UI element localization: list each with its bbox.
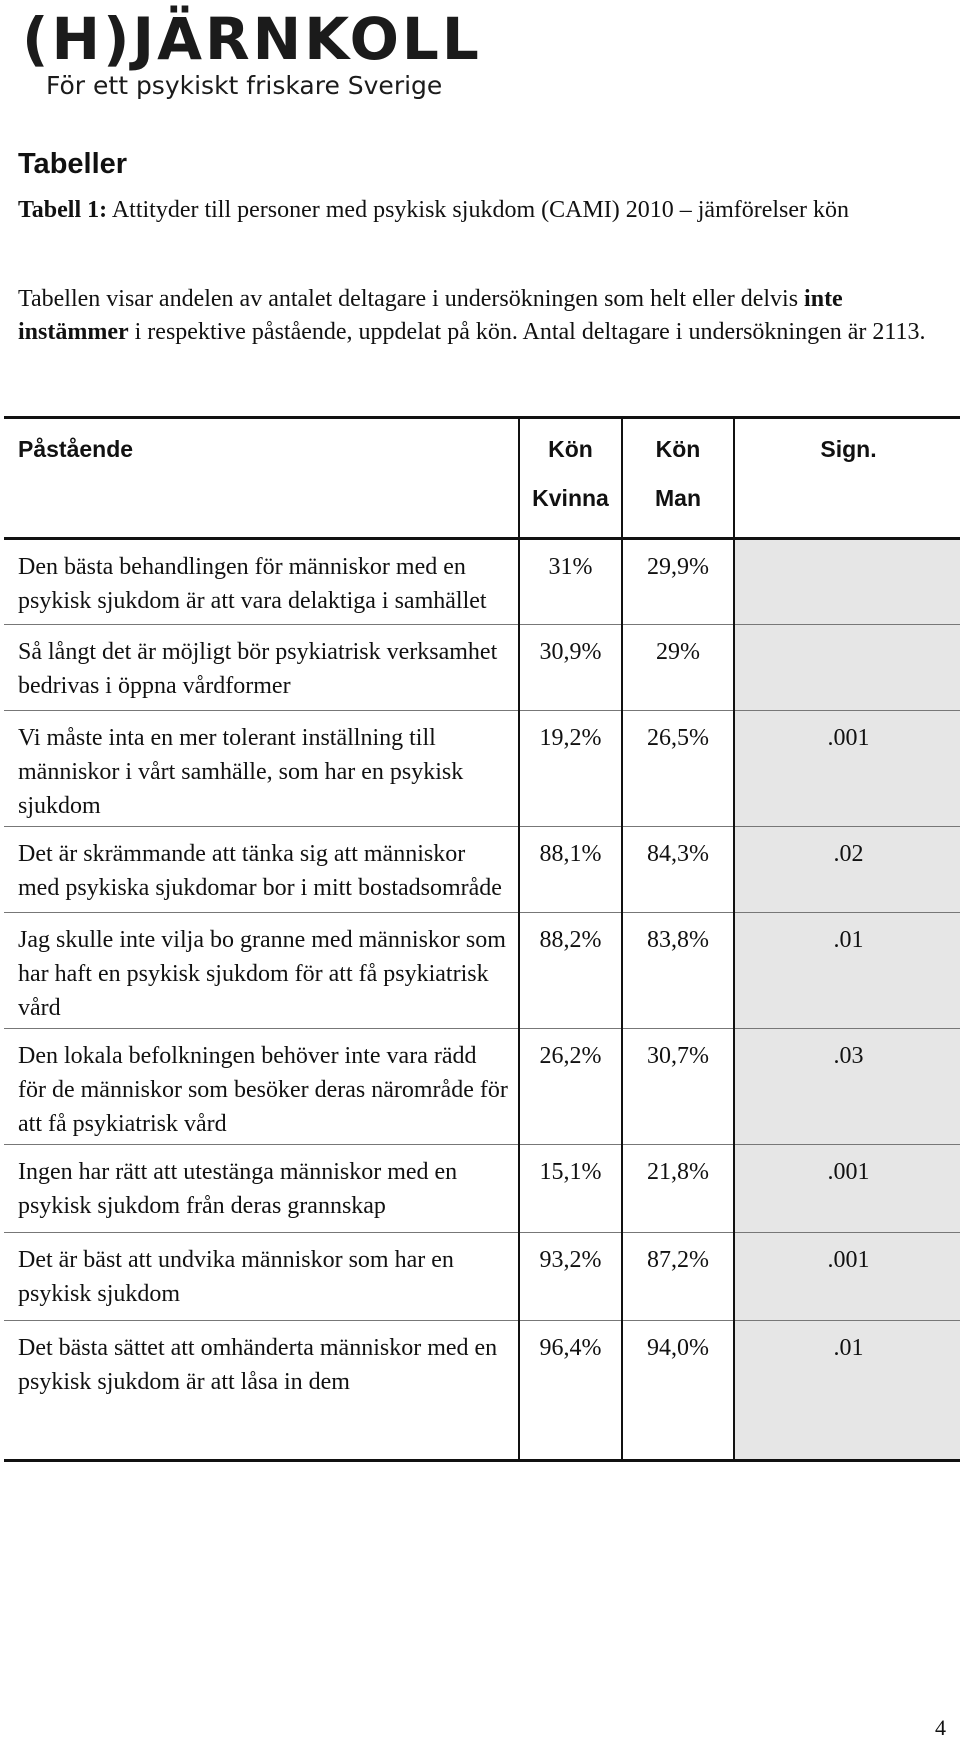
table-row bbox=[4, 1029, 960, 1145]
men-value-cell: 29% bbox=[622, 625, 734, 711]
table-row bbox=[4, 711, 960, 827]
sign-value-cell: .001 bbox=[734, 711, 960, 827]
sign-value-cell: .02 bbox=[734, 827, 960, 913]
men-value-cell: 87,2% bbox=[622, 1233, 734, 1321]
table-row bbox=[4, 913, 960, 1029]
statement-cell: Det är bäst att undvika människor som har en psykisk sjukdom bbox=[4, 1233, 519, 1321]
women-value-cell: 19,2% bbox=[519, 711, 622, 827]
table-row bbox=[4, 1233, 960, 1321]
logo-wordmark: (H)JÄRNKOLL bbox=[22, 5, 482, 73]
table-row bbox=[4, 1321, 960, 1461]
men-value-cell: 30,7% bbox=[622, 1029, 734, 1145]
sign-value-cell bbox=[734, 539, 960, 625]
header-sign: Sign. bbox=[734, 418, 960, 480]
statement-cell: Så långt det är möjligt bör psykiatrisk verksamhet bedrivas i öppna vårdformer bbox=[4, 625, 519, 711]
men-value-cell: 94,0% bbox=[622, 1321, 734, 1461]
statement-cell: Den bästa behandlingen för människor med en psykisk sjukdom är att vara delaktiga i samhället bbox=[4, 539, 519, 625]
statement-cell: Vi måste inta en mer tolerant inställning till människor i vårt samhälle, som har en psykisk sjukdom bbox=[4, 711, 519, 827]
statement-cell: Det bästa sättet att omhänderta människor med en psykisk sjukdom är att låsa in dem bbox=[4, 1321, 519, 1461]
men-value-cell: 26,5% bbox=[622, 711, 734, 827]
sign-value-cell: .01 bbox=[734, 913, 960, 1029]
table-row bbox=[4, 827, 960, 913]
table-row bbox=[4, 539, 960, 625]
women-value-cell: 26,2% bbox=[519, 1029, 622, 1145]
women-value-cell: 15,1% bbox=[519, 1145, 622, 1233]
women-value-cell: 31% bbox=[519, 539, 622, 625]
statement-cell: Jag skulle inte vilja bo granne med människor som har haft en psykisk sjukdom för att få psykiatrisk vård bbox=[4, 913, 519, 1029]
sign-value-cell bbox=[734, 625, 960, 711]
sign-value-cell: .001 bbox=[734, 1233, 960, 1321]
section-heading: Tabeller bbox=[18, 148, 128, 180]
table-row bbox=[4, 625, 960, 711]
table-header-row bbox=[4, 418, 960, 480]
men-value-cell: 29,9% bbox=[622, 539, 734, 625]
intro-part-1: Tabellen visar andelen av antalet deltagare i undersökningen som helt eller delvis bbox=[18, 286, 805, 312]
men-value-cell: 84,3% bbox=[622, 827, 734, 913]
table-caption-text: Attityder till personer med psykisk sjukdom (CAMI) 2010 – jämförelser kön bbox=[107, 197, 850, 223]
sign-value-cell: .01 bbox=[734, 1321, 960, 1461]
sign-value-cell: .001 bbox=[734, 1145, 960, 1233]
logo bbox=[22, 6, 542, 100]
sign-value-cell: .03 bbox=[734, 1029, 960, 1145]
women-value-cell: 96,4% bbox=[519, 1321, 622, 1461]
subheader-women: Kvinna bbox=[519, 479, 622, 539]
subheader-empty bbox=[4, 479, 519, 539]
statement-cell: Ingen har rätt att utestänga människor med en psykisk sjukdom från deras grannskap bbox=[4, 1145, 519, 1233]
logo-tagline: För ett psykiskt friskare Sverige bbox=[46, 71, 443, 100]
header-gender-women: Kön bbox=[519, 418, 622, 480]
men-value-cell: 83,8% bbox=[622, 913, 734, 1029]
subheader-men: Man bbox=[622, 479, 734, 539]
intro-part-2: i respektive påstående, uppdelat på kön. Antal deltagare i undersökningen är 2113. bbox=[128, 319, 926, 345]
results-table bbox=[4, 416, 960, 1462]
women-value-cell: 30,9% bbox=[519, 625, 622, 711]
table-row bbox=[4, 1145, 960, 1233]
header-statement: Påstående bbox=[4, 418, 519, 480]
table-caption bbox=[18, 193, 938, 227]
intro-paragraph bbox=[18, 283, 938, 349]
page-number: 4 bbox=[935, 1715, 946, 1740]
women-value-cell: 93,2% bbox=[519, 1233, 622, 1321]
header-gender-men: Kön bbox=[622, 418, 734, 480]
men-value-cell: 21,8% bbox=[622, 1145, 734, 1233]
subheader-sign-empty bbox=[734, 479, 960, 539]
table-body bbox=[4, 539, 960, 1461]
intro-bold: inte instämmer bbox=[18, 286, 843, 345]
table-subheader-row bbox=[4, 479, 960, 539]
statement-cell: Det är skrämmande att tänka sig att människor med psykiska sjukdomar bor i mitt bostadsområde bbox=[4, 827, 519, 913]
women-value-cell: 88,1% bbox=[519, 827, 622, 913]
women-value-cell: 88,2% bbox=[519, 913, 622, 1029]
statement-cell: Den lokala befolkningen behöver inte vara rädd för de människor som besöker deras närområde för att få psykiatrisk vård bbox=[4, 1029, 519, 1145]
table-caption-label: Tabell 1: bbox=[18, 197, 108, 223]
